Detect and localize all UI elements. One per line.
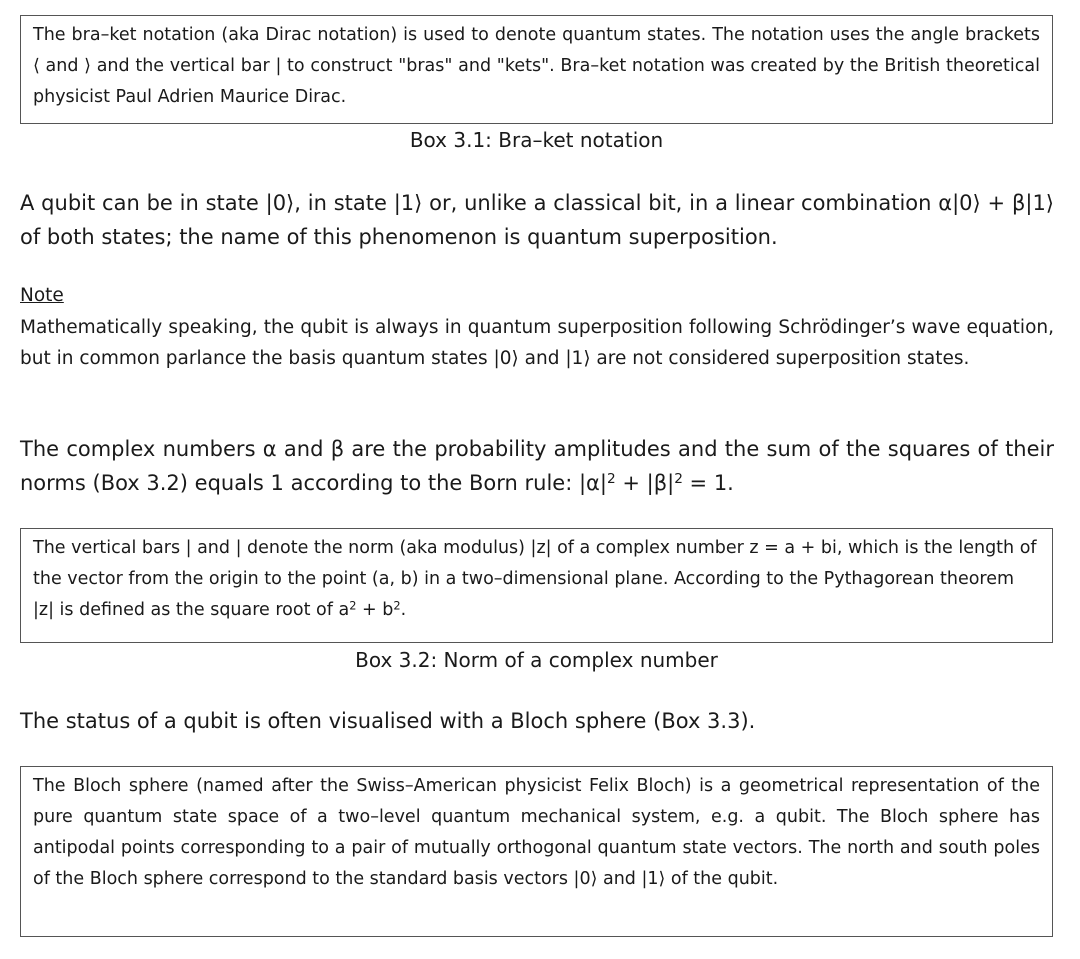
box-3-2-plus-b: + b	[356, 600, 394, 620]
box-3-2-caption: Box 3.2: Norm of a complex number	[355, 648, 718, 672]
note-body: Mathematically speaking, the qubit is always in quantum superposition following Schrödinger’s wave equation, but in common parlance the basis quantum states |0⟩ and |1⟩ are not considered superposition states.	[20, 317, 1054, 369]
box-3-2-text: The vertical bars | and | denote the norm (aka modulus) |z| of a complex number z = a + bi, which is the length of the vector from the origin to the point (a, b) in a two–dimensional plane. According to the Pythagorean theorem |z| is defined as the square root of a	[33, 538, 1037, 620]
box-3-2-end: .	[400, 600, 407, 620]
box-3-1-bra-ket	[20, 15, 1053, 124]
born-rule-text: The complex numbers α and β are the probability amplitudes and the sum of the squares of their norms (Box 3.2) equals 1 according to the Born rule:	[20, 437, 1054, 495]
box-3-1-text: The bra–ket notation (aka Dirac notation) is used to denote quantum states. The notation uses the angle brackets ⟨ and ⟩ and the vertical bar | to construct "bras" and "kets". Bra–ket notation was created by the British theoretical physicist Paul Adrien Maurice Dirac.	[33, 25, 1040, 107]
formula-alpha: |α|	[578, 471, 607, 495]
box-3-2-exp-b: 2	[393, 598, 401, 613]
box-3-2-exp-a: 2	[349, 598, 357, 613]
box-3-3-bloch-sphere	[20, 766, 1053, 937]
formula-exp-beta: 2	[674, 471, 683, 488]
formula-beta: |β|	[646, 471, 675, 495]
paragraph-born-rule	[20, 432, 1054, 500]
formula-end: = 1.	[682, 471, 734, 495]
box-3-3-text: The Bloch sphere (named after the Swiss–American physicist Felix Bloch) is a geometrical representation of the pure quantum state space of a two–level quantum mechanical system, e.g. a qubit. The Bloch sphere has antipodal points corresponding to a pair of mutually orthogonal quantum state vectors. The north and south poles of the Bloch sphere correspond to the standard basis vectors |0⟩ and |1⟩ of the qubit.	[33, 776, 1040, 889]
formula-exp-alpha: 2	[606, 471, 616, 488]
note-title: Note	[20, 285, 64, 306]
paragraph-bloch: The status of a qubit is often visualised with a Bloch sphere (Box 3.3).	[20, 709, 756, 733]
formula-plus: +	[615, 471, 647, 495]
paragraph-superposition: A qubit can be in state |0⟩, in state |1⟩ or, unlike a classical bit, in a linear combination α|0⟩ + β|1⟩ of both states; the name of this phenomenon is quantum superposition.	[20, 191, 1054, 249]
box-3-1-caption: Box 3.1: Bra–ket notation	[409, 128, 664, 152]
box-3-2-norm	[20, 528, 1053, 643]
